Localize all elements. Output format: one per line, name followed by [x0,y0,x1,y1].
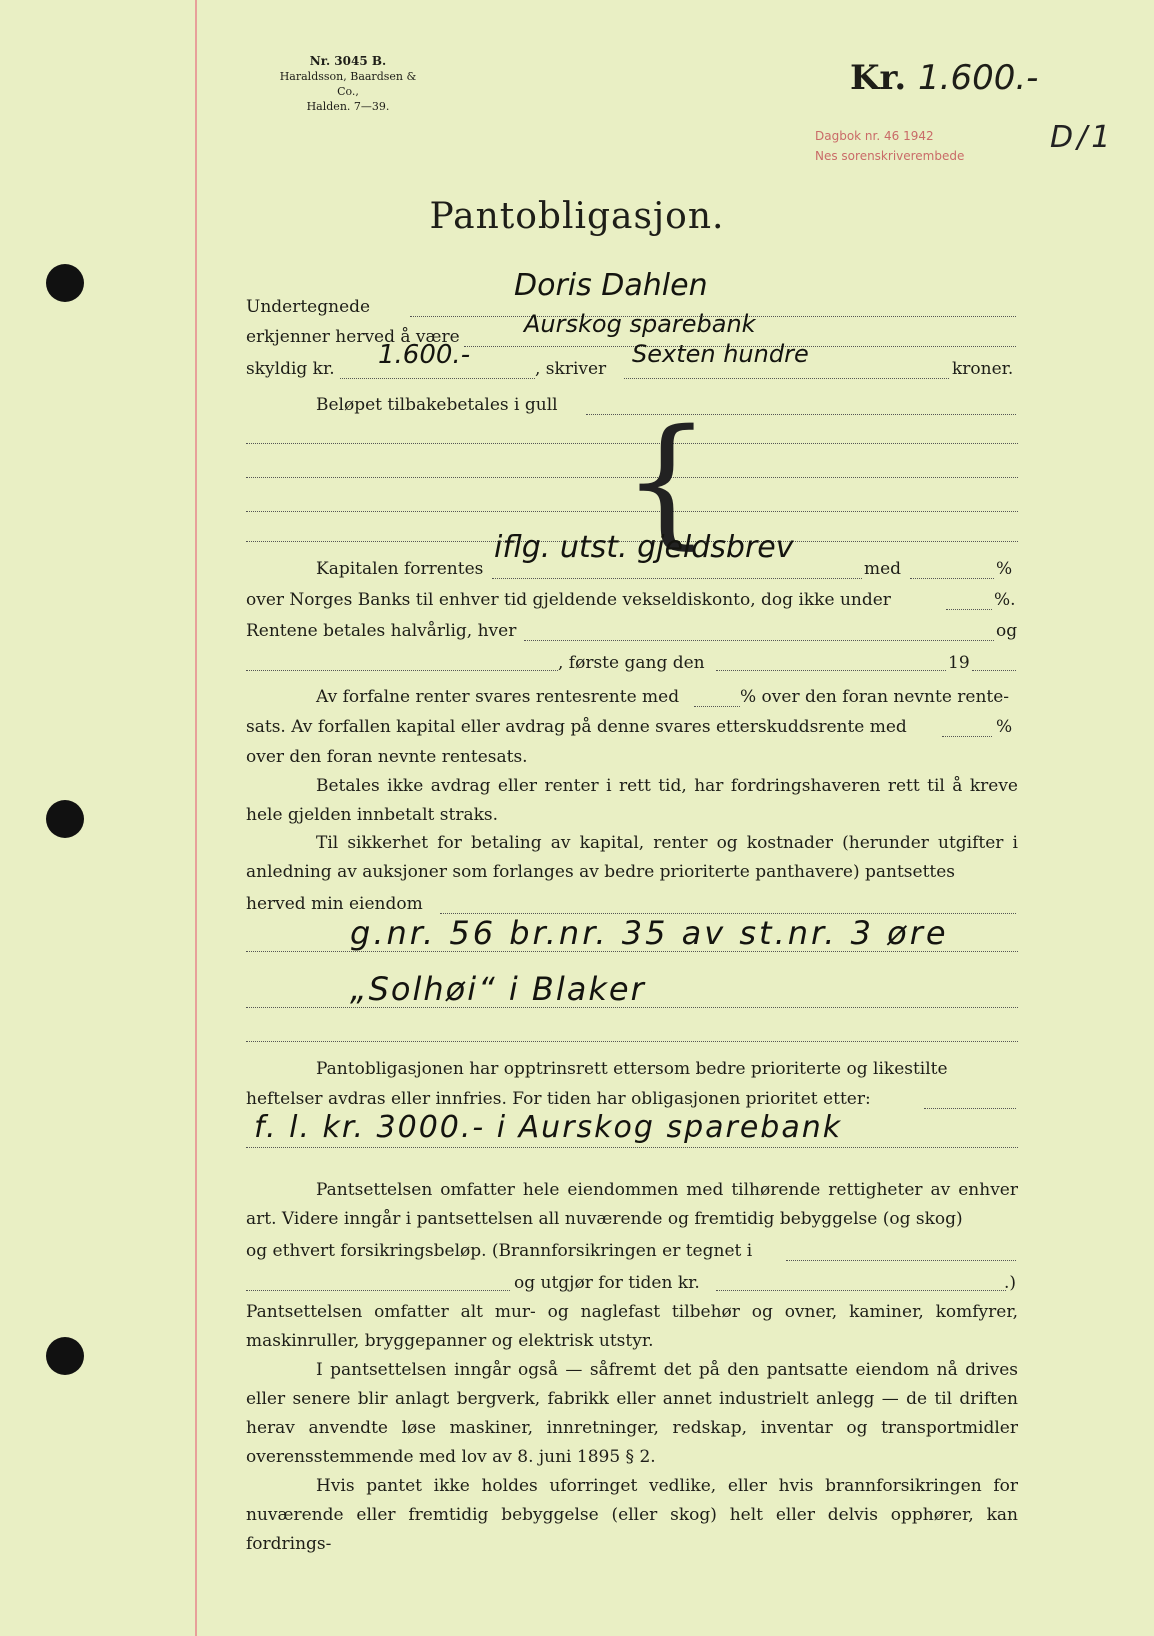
kapitalen-label: Kapitalen forrentes [316,559,484,579]
over-norges-row: over Norges Banks til enhver tid gjeldende vekseldiskonto, dog ikke under [246,590,891,610]
etterskudd-field [942,716,992,737]
bergverk-text: I pantsettelsen inngår også — såfremt det på den pantsatte eiendom nå drives eller senere blir anlagt bergverk, fabrikk eller annet industrielt anlegg — de til driften herav anvendte løse maskiner, innretninger, redskap, inventar og transportmidler overensstemmende med lov av 8. juni 1895 § 2. [246,1360,1018,1467]
betales-paragraph [246,772,1018,830]
vedlike-text: Hvis pantet ikke holdes uforringet vedlike, eller hvis brannforsikringen for nuværende eller fremtidig bebyggelse (eller skog) helt eller delvis opphører, kan fordrings- [246,1476,1018,1554]
registry-stamp [815,126,1045,166]
page-title: Pantobligasjon. [429,196,725,237]
kroner-row [952,358,1022,380]
erkjenner-value: Aurskog sparebank [524,310,756,338]
property-line-2: „Solhøi“ i Blaker [350,970,646,1008]
erkjenner-label: erkjenner herved å være [246,327,460,347]
sikkerhet-text: Til sikkerhet for betaling av kapital, renter og kostnader (herunder utgifter i anledning av auksjoner som forlanges av bedre prioriterte panthavere) pantsettes [246,833,1018,882]
date-field [246,650,558,671]
med-label: med [864,559,902,579]
publisher-name: Haraldsson, Baardsen & Co., [279,70,417,98]
skriver-label: , skriver [535,359,607,379]
blank-rule [246,1040,1018,1042]
forfalne-row-2: % over den foran nevnte rente- [740,687,1010,707]
skriver-value: Sexten hundre [632,340,809,368]
utgjor-label: og utgjør for tiden kr. [514,1273,700,1293]
publisher-place: Halden. 7—39. [306,100,390,113]
opptrinsrett-row-1: Pantobligasjonen har opptrinsrett ettersom bedre prioriterte og likestilte [316,1059,948,1079]
skyldig-value: 1.600.- [378,340,471,370]
form-number: Nr. 3045 B. [309,54,387,68]
omfatter-paragraph [246,1176,1018,1234]
blank-rule [246,950,1018,952]
forste-field [716,650,946,671]
year-label: 19 [948,653,970,673]
vedlike-paragraph [246,1472,1018,1559]
undertegnede-label: Undertegnede [246,297,371,317]
betales-text: Betales ikke avdrag eller renter i rett tid, har fordringshaveren rett til å kreve hele gjelden innbetalt straks. [246,776,1018,825]
forsikring-field [786,1240,1016,1261]
rentesrente-field [694,686,740,707]
belopet-label: Beløpet tilbakebetales i gull [316,395,558,415]
sikkerhet-paragraph [246,829,1018,887]
forfalne-row-1: Av forfalne renter svares rentesrente med [316,687,680,707]
herved-label: herved min eiendom [246,894,423,914]
kapitalen-value: iflg. utst. gjeldsbrev [494,530,794,565]
blank-rule [246,1146,1018,1148]
punch-hole [46,264,84,302]
skyldig-label: skyldig kr. [246,359,335,379]
mur-paragraph [246,1298,1018,1356]
utgjor-field [716,1270,1006,1291]
pct-sign-2: % [996,717,1013,737]
punch-hole [46,1337,84,1375]
amount-value: 1.600.- [918,58,1039,98]
renten-field [524,620,994,641]
undertegnede-value: Doris Dahlen [514,268,708,303]
mur-text: Pantsettelsen omfatter alt mur- og naglefast tilbehør og ovner, kaminer, komfyrer, maskinruller, bryggepanner og elektrisk utstyr. [246,1302,1018,1351]
herved-field [440,893,1016,914]
omfatter-text: Pantsettelsen omfatter hele eiendommen med tilhørende rettigheter av enhver art. Videre inngår i pantsettelsen all nuværende og fremtidig bebyggelse (og skog) [246,1180,1018,1229]
kroner-label: kroner. [952,359,1014,379]
margin-line [195,0,197,1636]
min-rate-field [946,589,992,610]
bergverk-paragraph [246,1356,1018,1472]
og-label: og [996,621,1018,641]
forsikring-field-2 [246,1270,510,1291]
stamp-line-1: Dagbok nr. 46 1942 [815,129,934,143]
amount-prefix: Kr. [850,58,907,98]
pct-sign: % [996,559,1013,579]
opptrinsrett-row-2: heftelser avdras eller innfries. For tiden har obligasjonen prioritet etter: [246,1089,871,1109]
property-line-1: g.nr. 56 br.nr. 35 av st.nr. 3 øre [350,914,949,952]
brace-mark: { [622,400,712,563]
year-field [972,650,1016,671]
priority-value: f. l. kr. 3000.- i Aurskog sparebank [254,1110,843,1145]
forsikring-label: og ethvert forsikringsbeløp. (Brannforsikringen er tegnet i [246,1241,753,1261]
blank-rule [246,1006,1018,1008]
amount-header [850,58,1038,98]
priority-field [924,1088,1016,1109]
utgjor-end: .) [1004,1273,1017,1293]
renten-row: Rentene betales halvårlig, hver [246,621,517,641]
med-field [910,558,994,579]
punch-hole [46,800,84,838]
forste-label: , første gang den [558,653,705,673]
stamp-mark: D/1 [1050,120,1115,155]
stamp-line-2: Nes sorenskriverembede [815,149,965,163]
pct-dot-sign: %. [994,590,1016,610]
forfalne-row-4: over den foran nevnte rentesats. [246,747,528,767]
forfalne-row-3: sats. Av forfallen kapital eller avdrag på denne svares etterskuddsrente med [246,717,907,737]
publisher-block [268,54,428,114]
